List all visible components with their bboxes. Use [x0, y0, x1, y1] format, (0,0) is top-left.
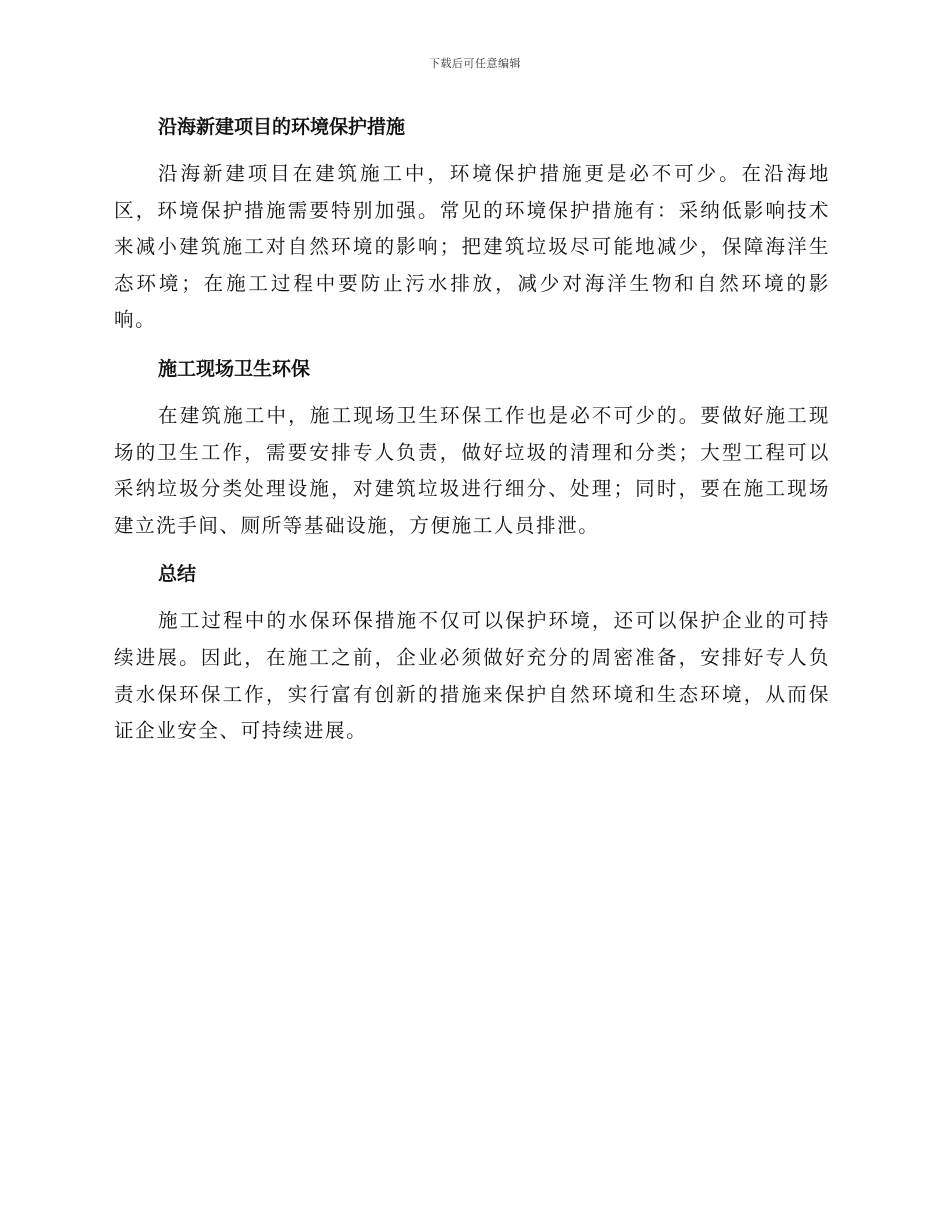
- section-paragraph: 在建筑施工中，施工现场卫生环保工作也是必不可少的。要做好施工现场的卫生工作，需要安排专人负责，做好垃圾的清理和分类；大型工程可以采纳垃圾分类处理设施，对建筑垃圾进行细分、处理；同时，要在施工现场建立洗手间、厕所等基础设施，方便施工人员排泄。: [114, 403, 830, 537]
- section-heading: 施工现场卫生环保: [158, 357, 311, 380]
- section-site-hygiene: [114, 352, 830, 544]
- section-heading: 总结: [158, 563, 197, 586]
- section-summary: [114, 557, 830, 749]
- section-paragraph: 施工过程中的水保环保措施不仅可以保护环境，还可以保护企业的可持续进展。因此，在施工之前，企业必须做好充分的周密准备，安排好专人负责水保环保工作，实行富有创新的措施来保护自然环境和生态环境，从而保证企业安全、可持续进展。: [114, 609, 830, 743]
- section-coastal-projects: [114, 110, 830, 339]
- document-body: [114, 110, 830, 750]
- section-heading: 沿海新建项目的环境保护措施: [158, 116, 406, 138]
- section-paragraph: 沿海新建项目在建筑施工中，环境保护措施更是必不可少。在沿海地区，环境保护措施需要特别加强。常见的环境保护措施有：采纳低影响技术来减小建筑施工对自然环境的影响；把建筑垃圾尽可能地减少，保障海洋生态环境；在施工过程中要防止污水排放，减少对海洋生物和自然环境的影响。: [114, 162, 830, 332]
- header-note: 下载后可任意编辑: [429, 57, 521, 70]
